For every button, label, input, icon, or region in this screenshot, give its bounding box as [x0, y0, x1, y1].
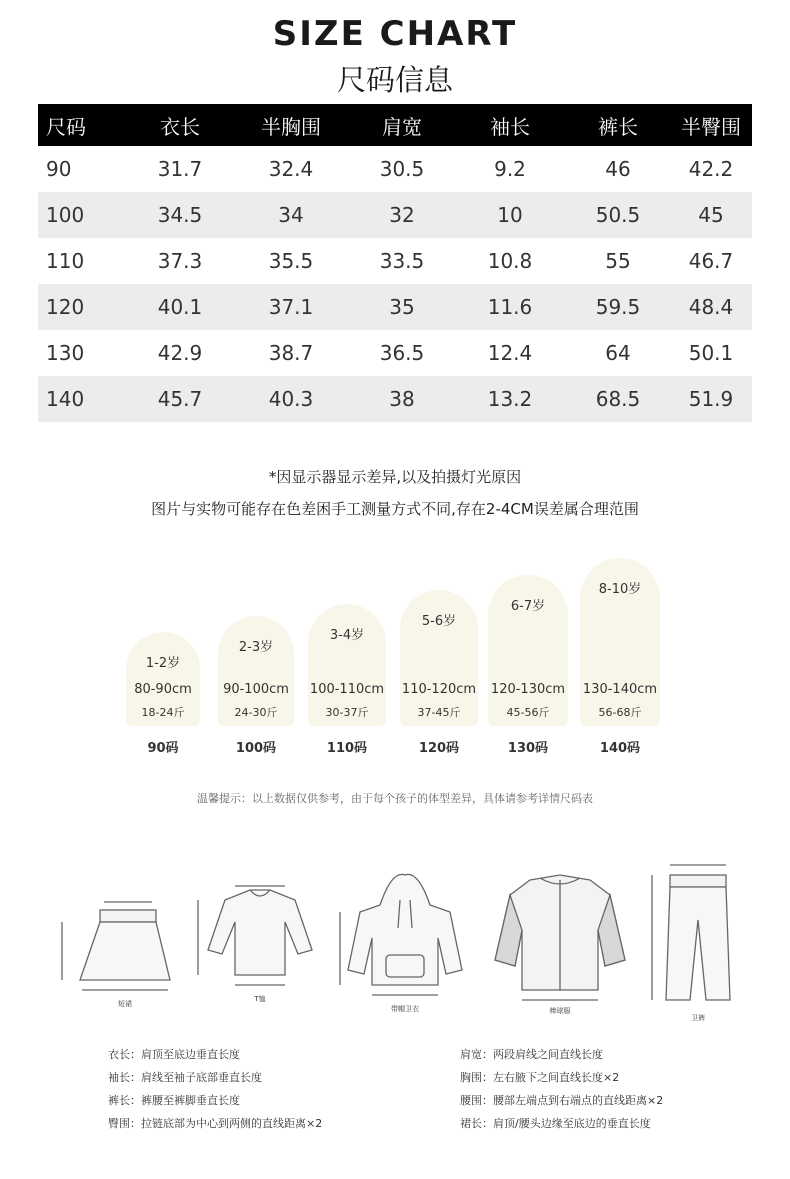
table-cell: 10.8: [487, 249, 533, 273]
table-cell: 46: [605, 157, 631, 181]
legend-item: 裙长：肩顶/腰头边缘至底边的垂直长度: [460, 1117, 651, 1130]
legend-item: 肩宽：两段肩线之间直线长度: [460, 1048, 603, 1061]
col-header: 袖长: [454, 104, 566, 146]
card-weight: 45-56斤: [506, 706, 550, 719]
table-cell: 45.7: [128, 376, 232, 422]
table-cell: 51.9: [670, 376, 752, 422]
table-cell: 40.3: [232, 376, 350, 422]
table-cell: 34.5: [128, 192, 232, 238]
legend-item: 腰围：腰部左端点到右端点的直线距离×2: [460, 1094, 664, 1107]
skirt-label: 短裙: [118, 1000, 132, 1008]
card-weight: 24-30斤: [234, 706, 278, 719]
pants-diagram: [652, 865, 730, 1000]
table-cell: 38.7: [268, 341, 314, 365]
tshirt-diagram: [198, 886, 312, 985]
table-cell: 35: [350, 284, 454, 330]
size-card: [126, 632, 200, 726]
table-cell: 46.7: [688, 249, 734, 273]
card-age: 6-7岁: [510, 599, 546, 614]
table-cell: 50.5: [566, 192, 670, 238]
table-cell: 32: [350, 192, 454, 238]
size-card: [218, 616, 294, 726]
hoodie-label: 带帽卫衣: [391, 1005, 419, 1013]
table-cell: 11.6: [454, 284, 566, 330]
size-card: [580, 558, 660, 726]
pants-label: 卫裤: [691, 1014, 705, 1022]
table-cell: 35.5: [268, 249, 314, 273]
table-cell: 13.2: [454, 376, 566, 422]
jacket-diagram: [495, 875, 625, 1000]
card-size-code: 130码: [507, 741, 549, 756]
legend-item: 袖长：肩线至袖子底部垂直长度: [108, 1071, 262, 1084]
col-header: 肩宽: [350, 104, 454, 146]
legend-left: [108, 1046, 322, 1138]
table-cell: 9.2: [494, 157, 526, 181]
card-weight: 37-45斤: [417, 706, 461, 719]
col-header: 半胸围: [232, 104, 350, 146]
card-height: 110-120cm: [401, 682, 477, 697]
card-weight: 56-68斤: [598, 706, 642, 719]
legend-item: 裤长：裤腰至裤脚垂直长度: [108, 1094, 240, 1107]
card-weight: 18-24斤: [141, 706, 185, 719]
card-age: 8-10岁: [598, 582, 642, 597]
table-cell: 42.9: [157, 341, 203, 365]
jacket-label: 棒球服: [549, 1007, 571, 1015]
table-cell: 36.5: [379, 341, 425, 365]
card-size-code: 100码: [235, 741, 277, 756]
table-cell: 50.1: [688, 341, 734, 365]
table-cell: 100: [38, 192, 128, 238]
card-height: 90-100cm: [223, 682, 289, 697]
table-cell: 34: [232, 192, 350, 238]
legend-item: 臀围：拉链底部为中心到两侧的直线距离×2: [108, 1117, 323, 1130]
col-header: 半臀围: [670, 104, 752, 146]
size-card: [488, 575, 568, 726]
table-cell: 130: [46, 341, 85, 365]
card-age: 2-3岁: [238, 640, 274, 655]
title-english: SIZE CHART: [272, 14, 518, 54]
table-cell: 64: [605, 341, 631, 365]
tip-text: 温馨提示：以上数据仅供参考，由于每个孩子的体型差异，具体请参考详情尺码表: [197, 792, 593, 805]
garment-diagrams: [0, 850, 790, 1030]
table-cell: 120: [38, 284, 128, 330]
table-cell: 68.5: [566, 376, 670, 422]
col-header: 衣长: [128, 104, 232, 146]
card-age: 3-4岁: [329, 628, 365, 643]
note-line-2: 图片与实物可能存在色差困手工测量方式不同,存在2-4CM误差属合理范围: [151, 500, 639, 518]
tshirt-label: T恤: [254, 995, 266, 1003]
card-height: 120-130cm: [490, 682, 566, 697]
table-cell: 37.3: [157, 249, 203, 273]
legend-right: [460, 1046, 663, 1138]
card-height: 130-140cm: [582, 682, 658, 697]
table-cell: 37.1: [232, 284, 350, 330]
legend-item: 衣长：肩顶至底边垂直长度: [108, 1048, 240, 1061]
card-age: 5-6岁: [421, 614, 457, 629]
note-line-1: *因显示器显示差异,以及拍摄灯光原因: [268, 468, 522, 486]
title-chinese: 尺码信息: [336, 63, 453, 97]
card-height: 80-90cm: [134, 682, 192, 697]
size-card: [400, 590, 478, 726]
card-age: 1-2岁: [145, 656, 181, 671]
card-height: 100-110cm: [309, 682, 385, 697]
hoodie-diagram: [340, 874, 462, 995]
table-cell: 30.5: [379, 157, 425, 181]
table-cell: 42.2: [688, 157, 734, 181]
table-cell: 55: [605, 249, 631, 273]
table-cell: 32.4: [268, 157, 314, 181]
size-card: [308, 604, 386, 726]
table-cell: 40.1: [128, 284, 232, 330]
table-cell: 90: [46, 157, 72, 181]
table-cell: 38: [350, 376, 454, 422]
legend-item: 胸围：左右腋下之间直线长度×2: [460, 1071, 620, 1084]
table-cell: 110: [46, 249, 85, 273]
card-size-code: 90码: [147, 741, 179, 756]
table-cell: 59.5: [566, 284, 670, 330]
table-cell: 48.4: [670, 284, 752, 330]
table-cell: 12.4: [487, 341, 533, 365]
col-header: 尺码: [38, 104, 128, 146]
table-cell: 10: [454, 192, 566, 238]
card-size-code: 120码: [418, 741, 460, 756]
table-cell: 31.7: [157, 157, 203, 181]
card-weight: 30-37斤: [325, 706, 369, 719]
card-size-code: 110码: [326, 741, 368, 756]
skirt-diagram: [62, 902, 170, 990]
table-cell: 45: [670, 192, 752, 238]
card-size-code: 140码: [599, 741, 641, 756]
table-cell: 33.5: [379, 249, 425, 273]
col-header: 裤长: [566, 104, 670, 146]
table-cell: 140: [38, 376, 128, 422]
